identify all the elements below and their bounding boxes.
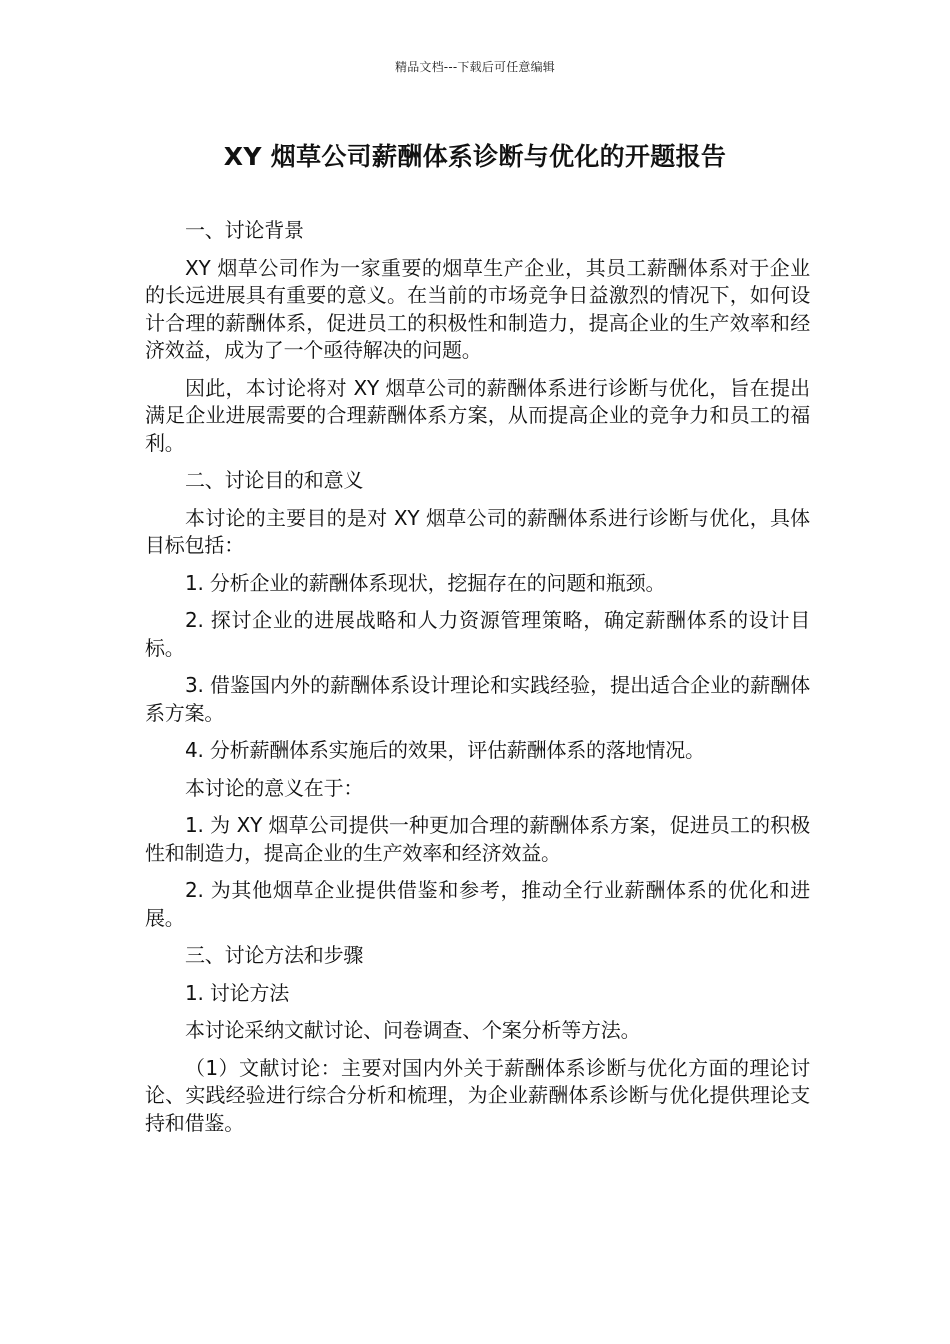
section-heading-purpose: 二、讨论目的和意义 bbox=[185, 468, 364, 492]
paragraph: 因此，本讨论将对 XY 烟草公司的薪酬体系进行诊断与优化，旨在提出满足企业进展需要的合理薪酬体系方案，从而提高企业的竞争力和员工的福利。 bbox=[145, 375, 810, 455]
paragraph: （1）文献讨论：主要对国内外关于薪酬体系诊断与优化方面的理论讨论、实践经验进行综合分析和梳理，为企业薪酬体系诊断与优化提供理论支持和借鉴。 bbox=[145, 1055, 810, 1135]
subsection-heading: 1. 讨论方法 bbox=[185, 980, 290, 1005]
paragraph: 本讨论采纳文献讨论、问卷调查、个案分析等方法。 bbox=[185, 1018, 641, 1042]
list-item: 2. 探讨企业的进展战略和人力资源管理策略，确定薪酬体系的设计目标。 bbox=[145, 608, 810, 660]
list-item: 4. 分析薪酬体系实施后的效果，评估薪酬体系的落地情况。 bbox=[185, 738, 705, 762]
section-heading-background: 一、讨论背景 bbox=[185, 218, 304, 242]
paragraph: XY 烟草公司作为一家重要的烟草生产企业，其员工薪酬体系对于企业的长远进展具有重要的意义。在当前的市场竞争日益激烈的情况下，如何设计合理的薪酬体系，促进员工的积极性和制造力，提高企业的生产效率和经济效益，成为了一个亟待解决的问题。 bbox=[145, 255, 810, 362]
page-header-note: 精品文档---下载后可任意编辑 bbox=[395, 60, 555, 74]
paragraph: 本讨论的主要目的是对 XY 烟草公司的薪酬体系进行诊断与优化，具体目标包括： bbox=[145, 505, 810, 557]
section-heading-methods: 三、讨论方法和步骤 bbox=[185, 943, 364, 967]
list-item: 2. 为其他烟草企业提供借鉴和参考，推动全行业薪酬体系的优化和进展。 bbox=[145, 878, 810, 930]
paragraph: 本讨论的意义在于： bbox=[185, 775, 364, 800]
list-item: 1. 为 XY 烟草公司提供一种更加合理的薪酬体系方案，促进员工的积极性和制造力，提高企业的生产效率和经济效益。 bbox=[145, 813, 810, 865]
document-body bbox=[145, 217, 810, 1147]
list-item: 3. 借鉴国内外的薪酬体系设计理论和实践经验，提出适合企业的薪酬体系方案。 bbox=[145, 673, 810, 725]
document-title: XY 烟草公司薪酬体系诊断与优化的开题报告 bbox=[223, 142, 727, 171]
list-item: 1. 分析企业的薪酬体系现状，挖掘存在的问题和瓶颈。 bbox=[185, 570, 666, 595]
